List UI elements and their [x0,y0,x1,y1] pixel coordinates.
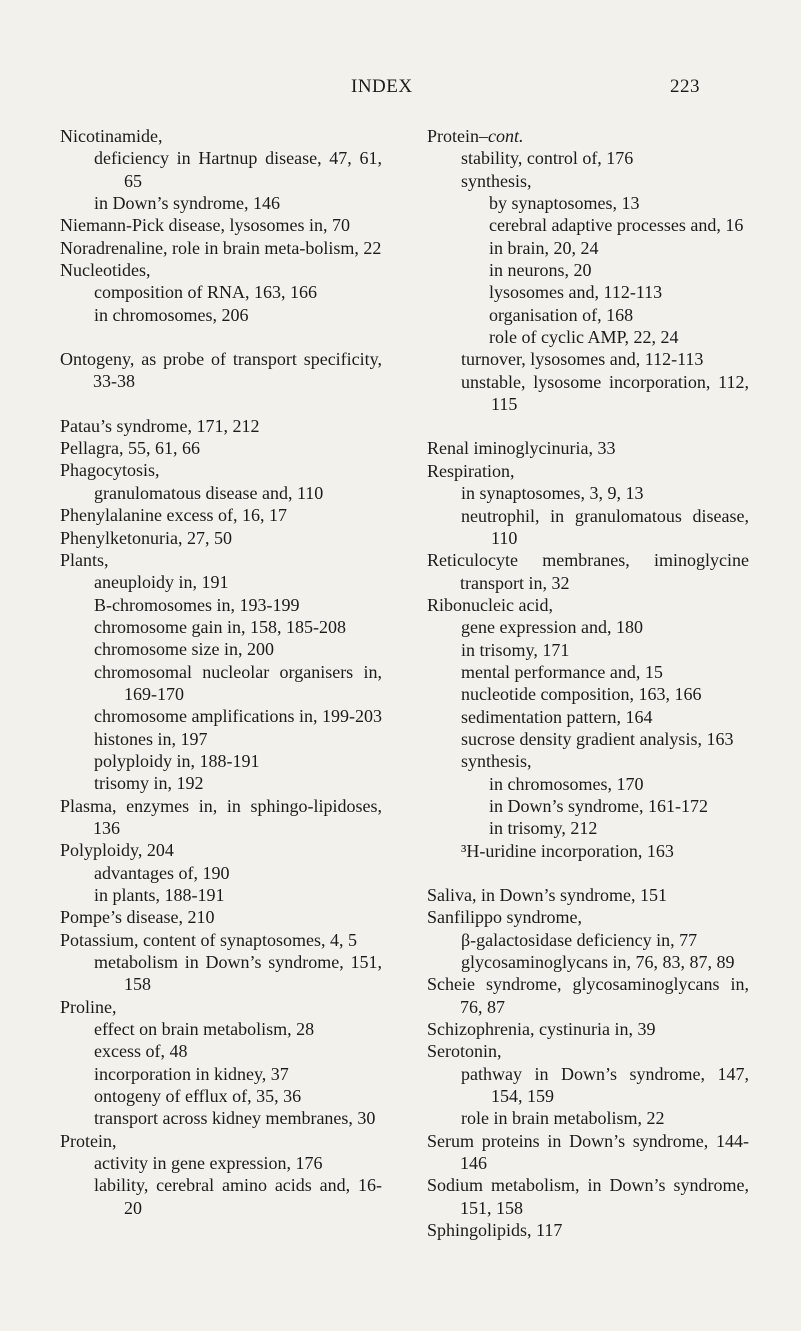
index-entry: Patau’s syndrome, 171, 212 [60,415,260,436]
index-subentry: gene expression and, 180 [461,617,643,638]
index-subentry: aneuploidy in, 191 [94,572,229,593]
index-entry: Phenylketonuria, 27, 50 [60,527,232,548]
index-entry: Ribonucleic acid, [427,594,553,615]
index-subentry: pathway in Down’s syndrome, 147, 154, 159 [461,1063,749,1107]
index-subentry: by synaptosomes, 13 [489,193,640,214]
index-subentry: in Down’s syndrome, 146 [94,193,280,214]
index-entry: Sodium metabolism, in Down’s syndrome, 151, 158 [427,1175,749,1218]
index-subentry: metabolism in Down’s syndrome, 151, 158 [94,952,382,995]
index-entry: Renal iminoglycinuria, 33 [427,438,616,459]
index-entry: Sphingolipids, 117 [427,1220,563,1241]
page-number: 223 [670,76,700,97]
index-subentry: in brain, 20, 24 [489,237,599,258]
index-subentry: in chromosomes, 206 [94,304,249,325]
index-entry: stability, control of, 176 [461,148,634,169]
index-subentry: organisation of, 168 [489,304,634,325]
index-entry: synthesis, [461,170,532,191]
index-entry: Noradrenaline, role in brain meta-bolism, 22 [60,237,382,258]
index-subentry: in plants, 188-191 [94,885,225,905]
index-entry: Nucleotides, [60,260,151,281]
index-subentry: effect on brain metabolism, 28 [94,1019,315,1040]
index-entry: Phagocytosis, [60,460,160,481]
index-column-left [60,125,382,1219]
continued-marker: –cont. [479,126,524,146]
index-subentry: excess of, 48 [94,1041,188,1062]
index-column-right [427,125,749,1242]
index-entry-continued [427,125,749,147]
index-entry: Potassium, content of synaptosomes, 4, 5 [60,929,357,950]
index-subentry: in trisomy, 171 [461,639,570,660]
index-subentry: activity in gene expression, 176 [94,1153,323,1174]
index-spacer [427,862,749,884]
index-subentry: mental performance and, 15 [461,661,663,682]
index-subentry: B-chromosomes in, 193-199 [94,594,300,615]
index-entry: Ontogeny, as probe of transport specificity, 33-38 [60,349,382,392]
index-entry: Phenylalanine excess of, 16, 17 [60,505,287,526]
index-entry: Proline, [60,996,117,1017]
index-entry: Plasma, enzymes in, in sphingo-lipidoses, 136 [60,795,382,838]
index-entry: turnover, lysosomes and, 112-113 [461,349,704,370]
index-entry: Plants, [60,549,109,570]
index-subentry: trisomy in, 192 [94,773,204,794]
index-subentry: lability, cerebral amino acids and, 16-20 [94,1175,382,1218]
index-subentry: in Down’s syndrome, 161-172 [489,795,708,816]
index-entries-right [427,147,749,1241]
index-subentry: chromosomal nucleolar organisers in, 169-170 [94,661,382,704]
index-entry: Nicotinamide, [60,126,163,146]
index-subentry: sedimentation pattern, 164 [461,706,653,727]
index-subentry: neutrophil, in granulomatous disease, 110 [461,505,749,548]
index-subentry: composition of RNA, 163, 166 [94,282,317,303]
index-subentry: lysosomes and, 112-113 [489,282,663,303]
index-subentry: β-galactosidase deficiency in, 77 [461,929,698,950]
index-subentry: histones in, 197 [94,728,208,749]
index-subentry: ³H-uridine incorporation, 163 [461,840,674,861]
index-subentry: in trisomy, 212 [489,818,598,839]
index-subentry: role of cyclic AMP, 22, 24 [489,327,679,348]
index-subentry: synthesis, [461,751,532,772]
index-subentry: incorporation in kidney, 37 [94,1063,289,1084]
index-entry: Respiration, [427,460,515,481]
index-subentry: in chromosomes, 170 [489,773,644,794]
index-subentry: chromosome amplifications in, 199-203 [94,706,382,727]
index-subentry: nucleotide composition, 163, 166 [461,684,702,705]
index-entry: unstable, lysosome incorporation, 112, 115 [461,371,749,415]
index-entry: Serotonin, [427,1041,502,1062]
index-subentry: glycosaminoglycans in, 76, 83, 87, 89 [461,952,735,973]
index-spacer [60,393,382,415]
index-subentry: polyploidy in, 188-191 [94,750,260,771]
index-subentry: advantages of, 190 [94,862,230,883]
index-subentry: sucrose density gradient analysis, 163 [461,728,734,749]
index-subentry: role in brain metabolism, 22 [461,1108,665,1129]
index-entry: Saliva, in Down’s syndrome, 151 [427,885,667,905]
index-subentry: ontogeny of efflux of, 35, 36 [94,1086,302,1107]
continued-heading: Protein [427,126,479,146]
index-subentry: cerebral adaptive processes and, 16 [489,215,744,236]
index-entry: Niemann-Pick disease, lysosomes in, 70 [60,215,350,236]
index-subentry: transport across kidney membranes, 30 [94,1108,376,1129]
index-entry: Schizophrenia, cystinuria in, 39 [427,1019,656,1040]
index-entry: Pellagra, 55, 61, 66 [60,438,200,459]
index-entry: Scheie syndrome, glycosaminoglycans in, 76, 87 [427,974,749,1017]
index-subentry: deficiency in Hartnup disease, 47, 61, 65 [94,148,382,191]
page-header [0,76,801,104]
index-entry: Pompe’s disease, 210 [60,907,215,928]
index-entry: Reticulocyte membranes, iminoglycine transport in, 32 [427,550,749,593]
index-spacer [60,326,382,348]
index-spacer [427,415,749,437]
index-subentry: chromosome size in, 200 [94,639,274,660]
index-entry: Serum proteins in Down’s syndrome, 144-146 [427,1130,749,1174]
index-subentry: in synaptosomes, 3, 9, 13 [461,483,644,504]
index-subentry: granulomatous disease and, 110 [94,482,324,503]
index-entry: Sanfilippo syndrome, [427,907,582,928]
index-entry: Polyploidy, 204 [60,840,174,861]
index-subentry: in neurons, 20 [489,260,592,281]
index-entry: Protein, [60,1130,117,1151]
index-subentry: chromosome gain in, 158, 185-208 [94,616,346,637]
running-title: INDEX [351,76,413,97]
